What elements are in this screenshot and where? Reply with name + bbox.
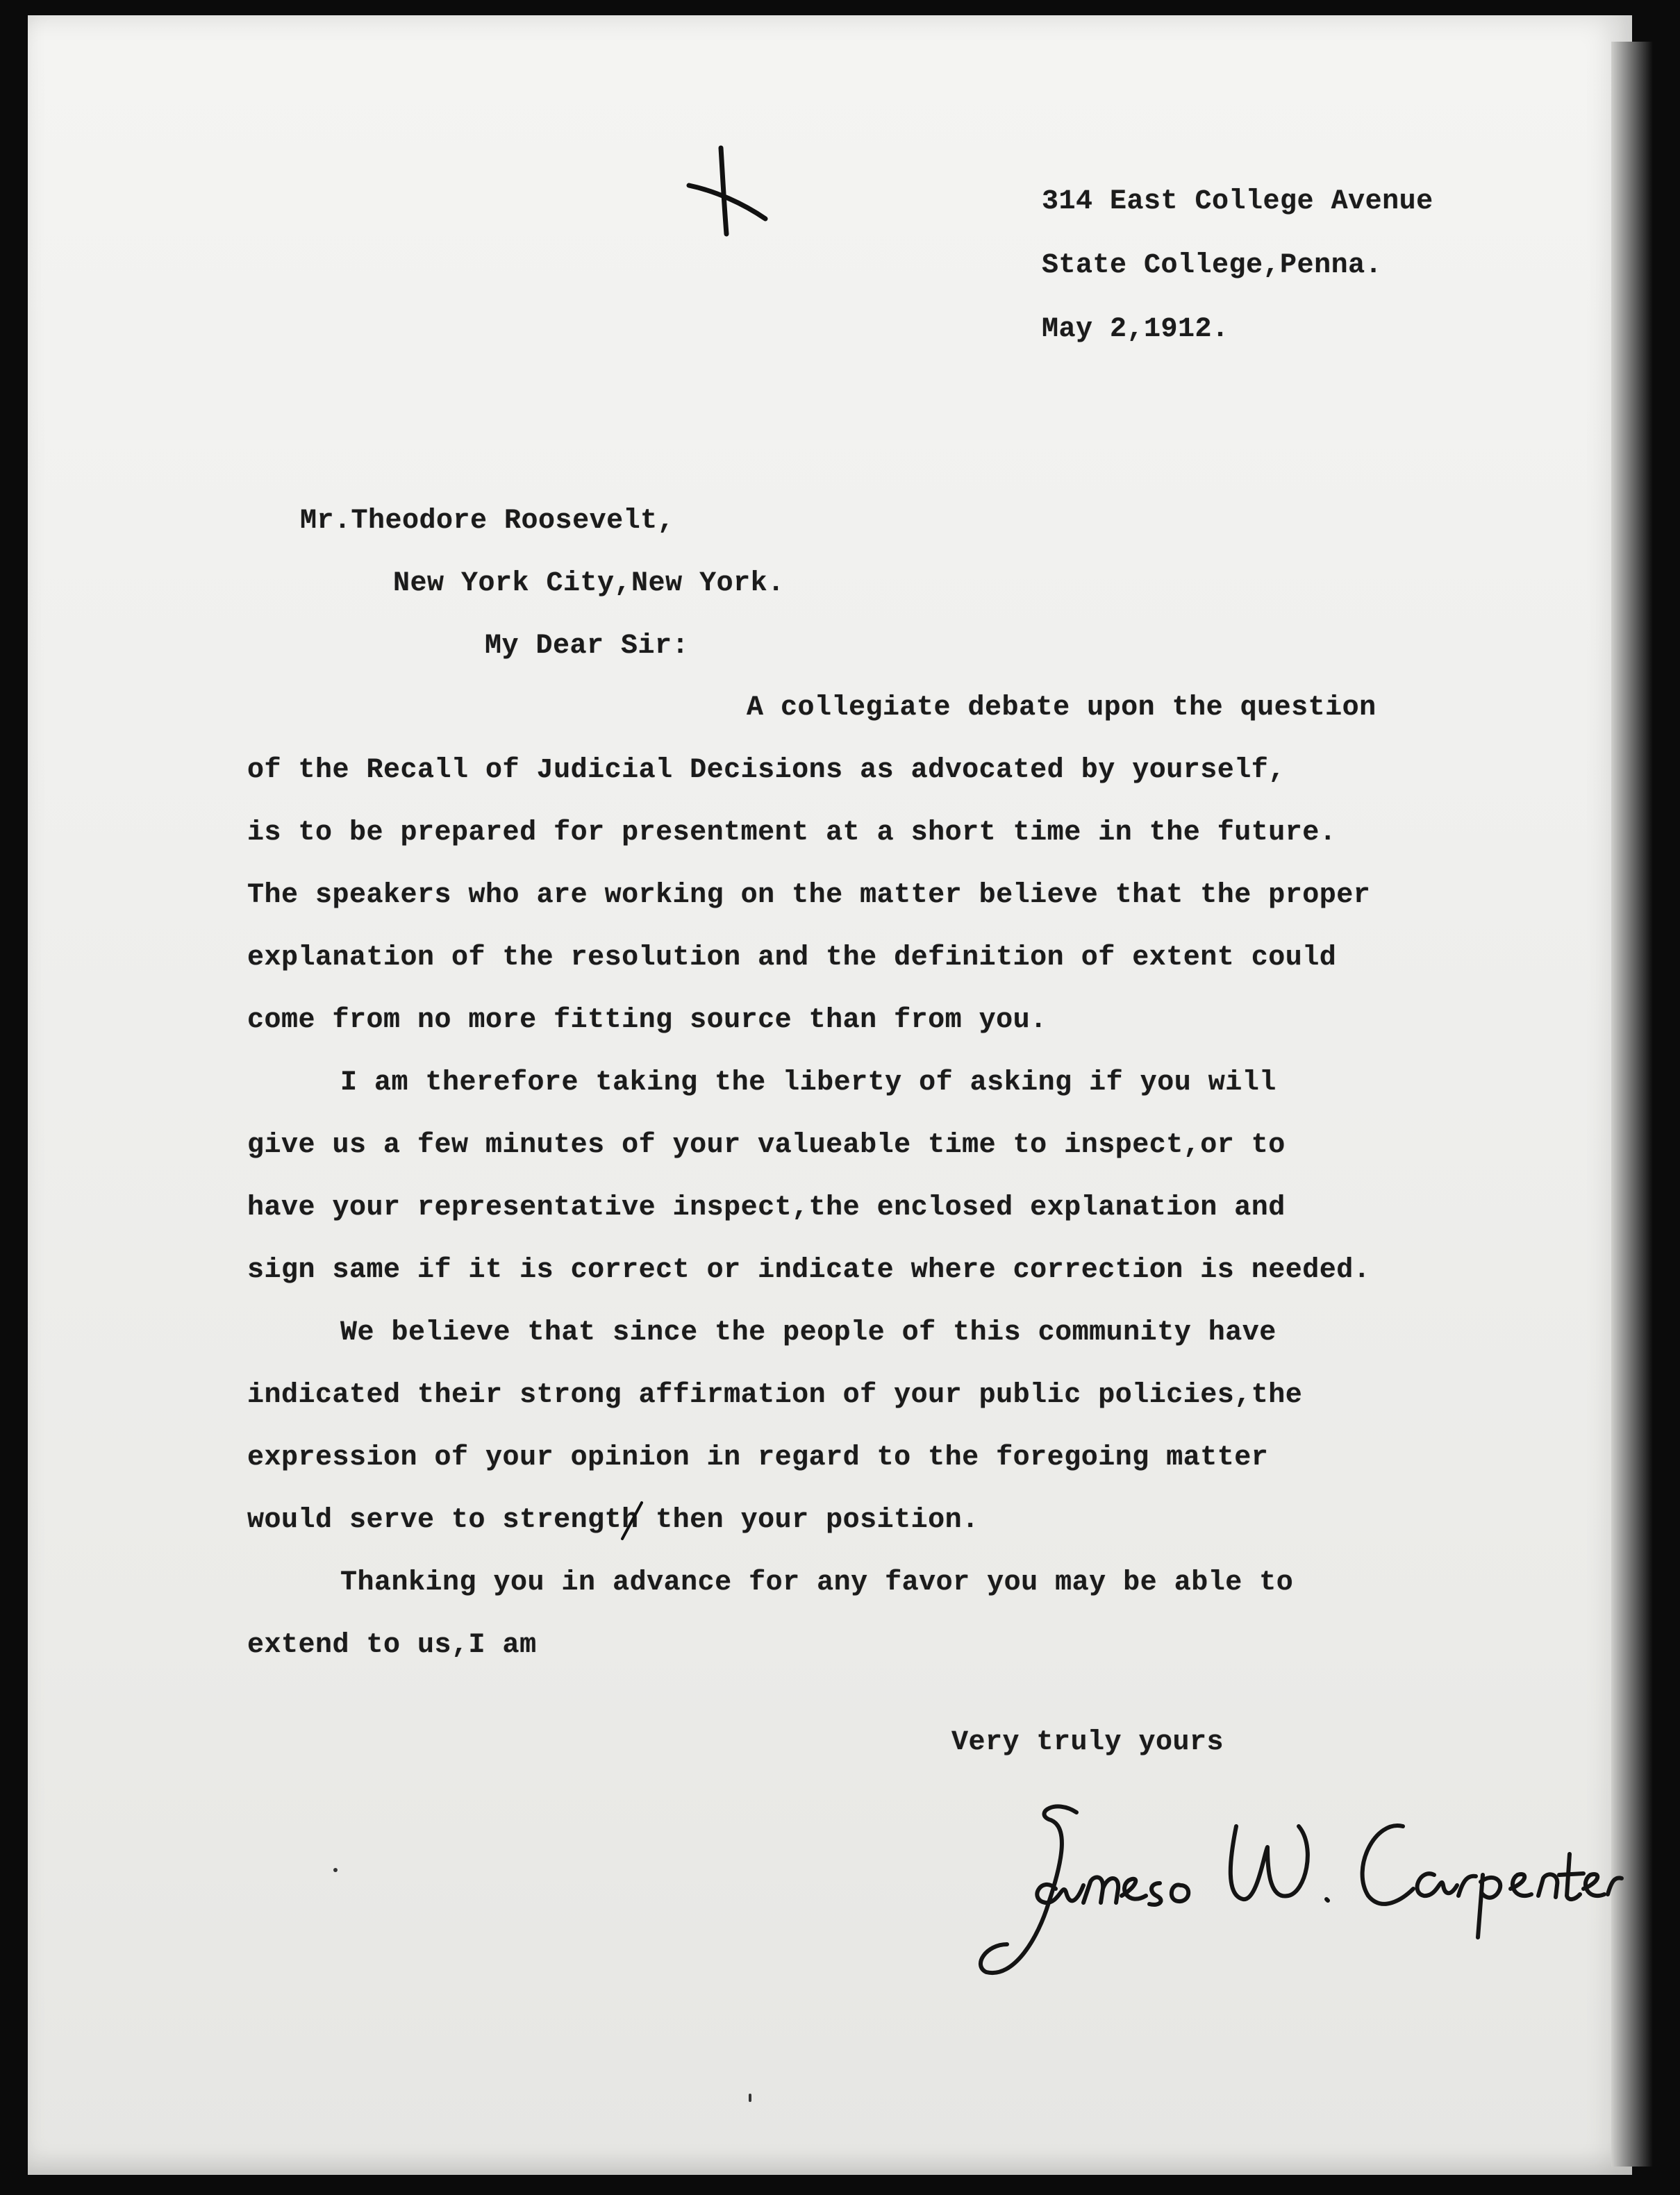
body-line: is to be prepared for presentment at a short time in the future. bbox=[247, 817, 1337, 849]
body-line: indicated their strong affirmation of your public policies,the bbox=[247, 1380, 1303, 1411]
body-line: extend to us,I am bbox=[247, 1630, 537, 1661]
body-line: explanation of the resolution and the definition of extent could bbox=[247, 942, 1337, 974]
closing: Very truly yours bbox=[951, 1727, 1224, 1758]
body-line: The speakers who are working on the matter believe that the proper bbox=[247, 880, 1371, 911]
cross-mark-icon bbox=[681, 142, 778, 240]
body-line: sign same if it is correct or indicate where correction is needed. bbox=[247, 1255, 1371, 1286]
salutation: My Dear Sir: bbox=[485, 631, 690, 662]
body-line: We believe that since the people of this community have bbox=[340, 1317, 1276, 1349]
body-line: I am therefore taking the liberty of asking if you will bbox=[340, 1067, 1276, 1099]
body-line: expression of your opinion in regard to the foregoing matter bbox=[247, 1442, 1269, 1474]
body-line: have your representative inspect,the enclosed explanation and bbox=[247, 1192, 1286, 1224]
body-line: come from no more fitting source than from you. bbox=[247, 1005, 1047, 1036]
body-line: would serve to strength then your position. bbox=[247, 1505, 979, 1536]
recipient-location: New York City,New York. bbox=[393, 568, 785, 599]
signature bbox=[972, 1771, 1625, 2000]
body-line: of the Recall of Judicial Decisions as advocated by yourself, bbox=[247, 755, 1286, 786]
body-line: give us a few minutes of your valueable time to inspect,or to bbox=[247, 1130, 1286, 1161]
correction-strike-icon bbox=[618, 1500, 646, 1542]
letter-date: May 2,1912. bbox=[1042, 314, 1229, 345]
body-line: A collegiate debate upon the question bbox=[747, 692, 1377, 724]
dust-speck bbox=[749, 2094, 751, 2102]
body-line: Thanking you in advance for any favor you may be able to bbox=[340, 1567, 1294, 1599]
address-city: State College,Penna. bbox=[1042, 250, 1383, 281]
recipient-name: Mr.Theodore Roosevelt, bbox=[300, 506, 675, 537]
address-street: 314 East College Avenue bbox=[1042, 186, 1433, 217]
dust-speck bbox=[333, 1868, 338, 1872]
